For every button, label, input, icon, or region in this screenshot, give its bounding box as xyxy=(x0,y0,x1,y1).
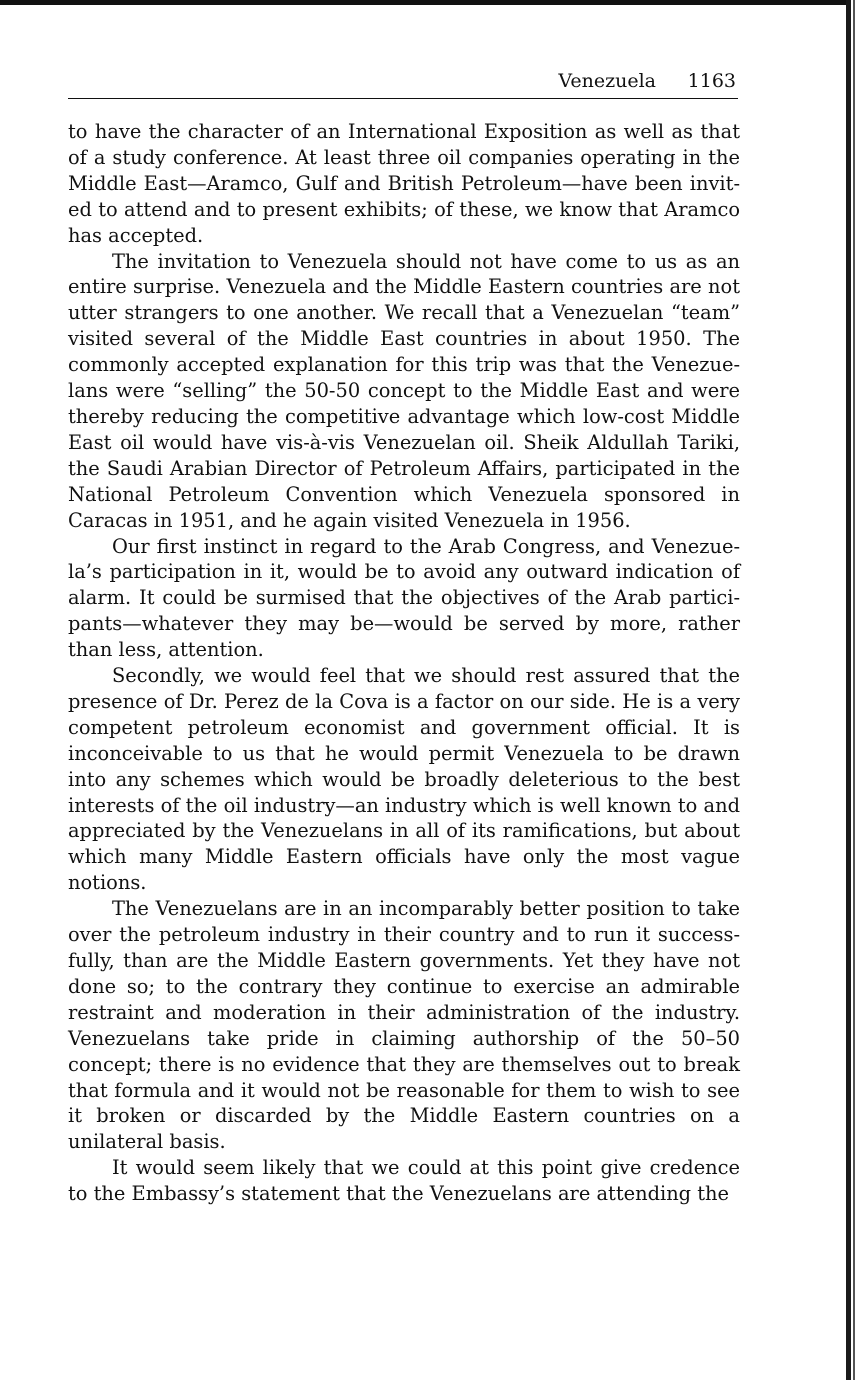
page-top-edge xyxy=(0,0,848,5)
page-number: 1163 xyxy=(687,70,736,92)
paragraph: It would seem likely that we could at this point give credence to the Embassy’s statement that the Venezuelans are attending the xyxy=(68,1156,740,1206)
paragraph: to have the character of an International Exposition as well as that of a study conference. At least three oil companies operating in the Middle East—Aramco, Gulf and British Petroleum—have been invited to attend and to present exhibits; of these, we know that Aramco has accepted. xyxy=(68,120,740,247)
paragraph: The Venezuelans are in an incomparably better position to take over the petroleum industry in their country and to run it successfully, than are the Middle Eastern governments. Yet they have not done so; to the contrary they continue to exercise an admirable restraint and moderation in their administration of the industry. Venezuelans take pride in claiming authorship of the 50–50 concept; there is no evidence that they are themselves out to break that formula and it would not be reasonable for them to wish to see it broken or discarded by the Middle Eastern countries on a unilateral basis. xyxy=(68,897,740,1154)
paragraph: Secondly, we would feel that we should rest assured that the presence of Dr. Perez de la Cova is a factor on our side. He is a very competent petroleum economist and government official. It is inconceivable to us that he would permit Venezuela to be drawn into any schemes which would be broadly deleterious to the best interests of the oil industry—an industry which is well known to and appreciated by the Venezuelans in all of its ramifications, but about which many Middle Eastern officials have only the most vague notions. xyxy=(68,664,740,895)
header-title: Venezuela xyxy=(558,70,656,92)
paragraph: The invitation to Venezuela should not have come to us as an entire surprise. Venezuela and the Middle Eastern countries are not utter strangers to one another. We recall that a Venezuelan “team” visited several of the Middle East countries in about 1950. The commonly accepted explanation for this trip was that the Venezuelans were “selling” the 50-50 concept to the Middle East and were thereby reducing the competitive advantage which low-cost Middle East oil would have vis-à-vis Venezuelan oil. Sheik Aldullah Tariki, the Saudi Arabian Director of Petroleum Affairs, participated in the National Petroleum Convention which Venezuela sponsored in Caracas in 1951, and he again visited Venezuela in 1956. xyxy=(68,249,740,532)
body-text xyxy=(68,119,740,1207)
page-right-edge-shadow xyxy=(853,0,855,1380)
page-right-edge xyxy=(846,0,851,1380)
running-header xyxy=(68,70,738,99)
paragraph: Our first instinct in regard to the Arab Congress, and Venezuela’s participation in it, would be to avoid any outward indication of alarm. It could be surmised that the objectives of the Arab participants—whatever they may be—would be served by more, rather than less, attention. xyxy=(68,534,740,662)
